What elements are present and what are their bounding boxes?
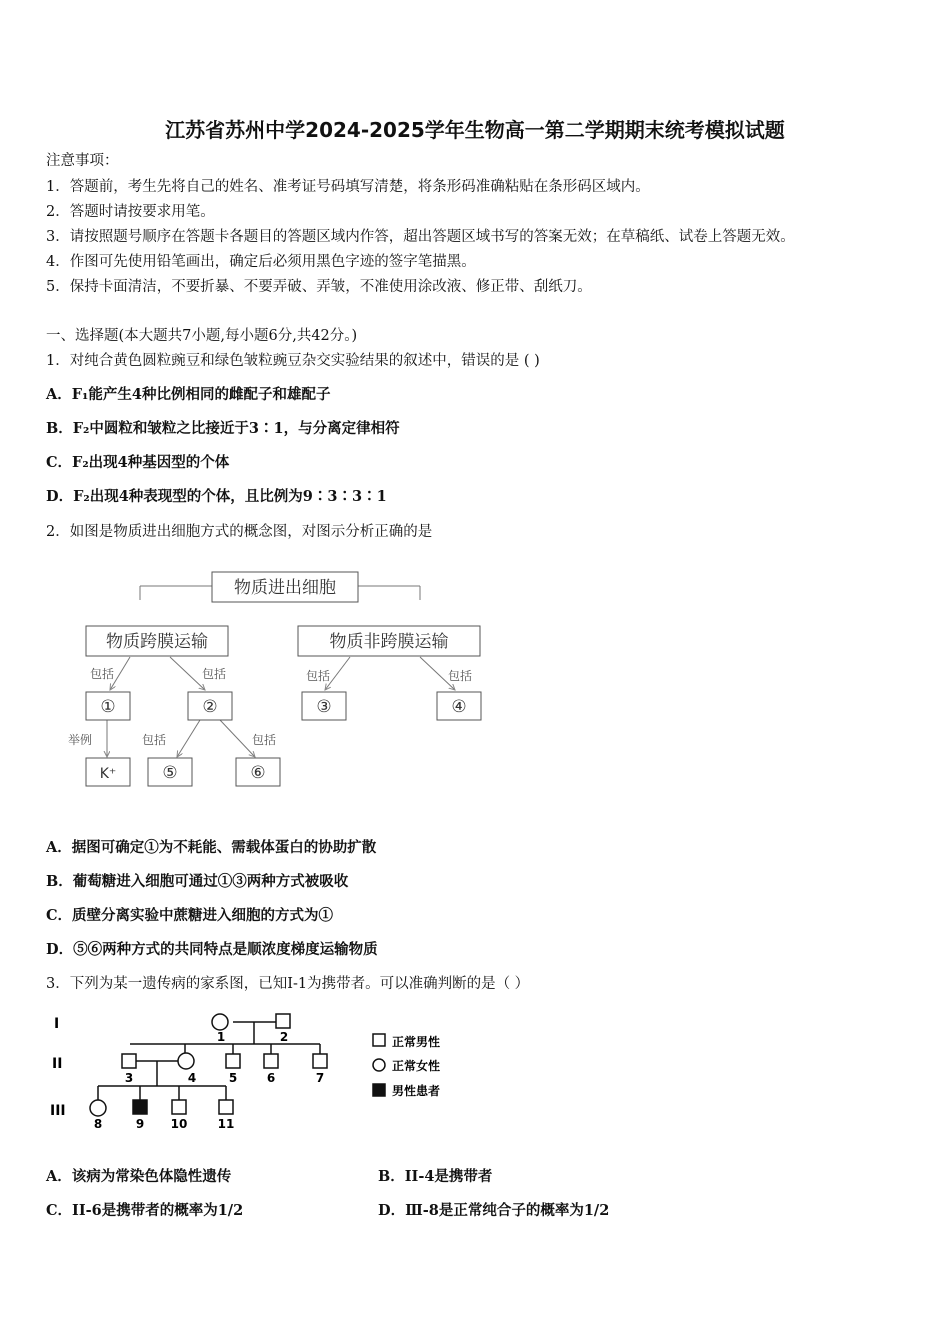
label-include: 包括 xyxy=(448,669,473,683)
q2-option-b: B．葡萄糖进入细胞可通过①③两种方式被吸收 xyxy=(46,873,349,890)
node-3-label: ③ xyxy=(316,697,332,717)
individual-number: 6 xyxy=(266,1071,276,1085)
individual-II-7 xyxy=(313,1054,327,1068)
individual-number: 10 xyxy=(170,1117,188,1131)
legend-female-label: 正常女性 xyxy=(392,1059,441,1073)
individual-III-10 xyxy=(172,1100,186,1114)
q2-option-d: D．⑤⑥两种方式的共同特点是顺浓度梯度运输物质 xyxy=(46,941,378,958)
node-1-label: ① xyxy=(100,697,116,717)
q1-option-b: B．F₂中圆粒和皱粒之比接近于3∶1，与分离定律相符 xyxy=(46,420,400,437)
individual-number: 3 xyxy=(124,1071,134,1085)
notice-heading: 注意事项： xyxy=(46,153,119,169)
label-include: 包括 xyxy=(252,733,277,747)
individual-number: 9 xyxy=(135,1117,145,1131)
legend-affected-icon xyxy=(373,1084,385,1096)
node-k-label: K⁺ xyxy=(99,766,117,782)
individual-number: 1 xyxy=(216,1030,226,1044)
node-4-label: ④ xyxy=(451,697,467,717)
individual-I-1 xyxy=(212,1014,228,1030)
pedigree-chart xyxy=(40,1008,470,1138)
individual-number: 4 xyxy=(187,1071,197,1085)
notice-item: 3．请按照题号顺序在答题卡各题目的答题区域内作答，超出答题区域书写的答案无效；在草稿纸、试卷上答题无效。 xyxy=(46,229,795,245)
notice-item: 1．答题前，考生先将自己的姓名、准考证号码填写清楚，将条形码准确粘贴在条形码区域内。 xyxy=(46,179,650,195)
notice-item: 4．作图可先使用铅笔画出，确定后必须用黑色字迹的签字笔描黑。 xyxy=(46,254,476,270)
q2-option-c: C．质壁分离实验中蔗糖进入细胞的方式为① xyxy=(46,907,334,924)
q1-option-d: D．F₂出现4种表现型的个体，且比例为9∶3∶3∶1 xyxy=(46,488,387,505)
generation-label: I xyxy=(54,1016,60,1032)
generation-label: II xyxy=(52,1056,63,1072)
individual-number: 11 xyxy=(217,1117,235,1131)
label-include: 包括 xyxy=(142,733,167,747)
label-include: 包括 xyxy=(202,667,227,681)
individual-II-4 xyxy=(178,1053,194,1069)
node-right-label: 物质非跨膜运输 xyxy=(329,632,449,652)
individual-number: 7 xyxy=(315,1071,325,1085)
individual-III-9 xyxy=(133,1100,147,1114)
concept-diagram xyxy=(60,560,500,800)
legend-male-icon xyxy=(373,1034,385,1046)
individual-number: 8 xyxy=(93,1117,103,1131)
label-include: 包括 xyxy=(306,669,331,683)
q3-option-d: D．Ⅲ-8是正常纯合子的概率为1/2 xyxy=(378,1202,610,1219)
notice-item: 5．保持卡面清洁，不要折暴、不要弄破、弄皱，不准使用涂改液、修正带、刮纸刀。 xyxy=(46,279,592,295)
q2-stem: 2．如图是物质进出细胞方式的概念图，对图示分析正确的是 xyxy=(46,524,433,540)
individual-number: 2 xyxy=(279,1030,289,1044)
individual-III-11 xyxy=(219,1100,233,1114)
legend-affected-label: 男性患者 xyxy=(392,1084,441,1098)
individual-I-2 xyxy=(276,1014,290,1028)
q3-stem: 3．下列为某一遗传病的家系图，已知I-1为携带者。可以准确判断的是（ ） xyxy=(46,976,530,992)
node-5-label: ⑤ xyxy=(162,763,178,783)
generation-label: III xyxy=(50,1103,66,1119)
q1-option-a: A．F₁能产生4种比例相同的雌配子和雄配子 xyxy=(46,386,331,403)
q3-option-b: B．II-4是携带者 xyxy=(378,1168,493,1185)
label-include: 包括 xyxy=(90,667,115,681)
individual-II-6 xyxy=(264,1054,278,1068)
node-2-label: ② xyxy=(202,697,218,717)
individual-II-5 xyxy=(226,1054,240,1068)
q3-option-a: A．该病为常染色体隐性遗传 xyxy=(46,1168,232,1185)
q1-stem: 1．对纯合黄色圆粒豌豆和绿色皱粒豌豆杂交实验结果的叙述中，错误的是 ( ) xyxy=(46,353,540,369)
notice-item: 2．答题时请按要求用笔。 xyxy=(46,204,215,220)
legend-male-label: 正常男性 xyxy=(392,1035,441,1049)
node-left-label: 物质跨膜运输 xyxy=(106,632,208,652)
individual-number: 5 xyxy=(228,1071,238,1085)
q1-option-c: C．F₂出现4种基因型的个体 xyxy=(46,454,230,471)
q2-option-a: A．据图可确定①为不耗能、需载体蛋白的协助扩散 xyxy=(46,839,377,856)
node-6-label: ⑥ xyxy=(250,763,266,783)
legend-female-icon xyxy=(373,1059,385,1071)
node-root-label: 物质进出细胞 xyxy=(234,578,336,598)
page-title: 江苏省苏州中学2024-2025学年生物高一第二学期期末统考模拟试题 xyxy=(165,118,785,142)
q3-option-c: C．II-6是携带者的概率为1/2 xyxy=(46,1202,244,1219)
individual-II-3 xyxy=(122,1054,136,1068)
label-example: 举例 xyxy=(68,733,93,747)
individual-III-8 xyxy=(90,1100,106,1116)
section-heading: 一、选择题(本大题共7小题,每小题6分,共42分。) xyxy=(46,328,358,344)
